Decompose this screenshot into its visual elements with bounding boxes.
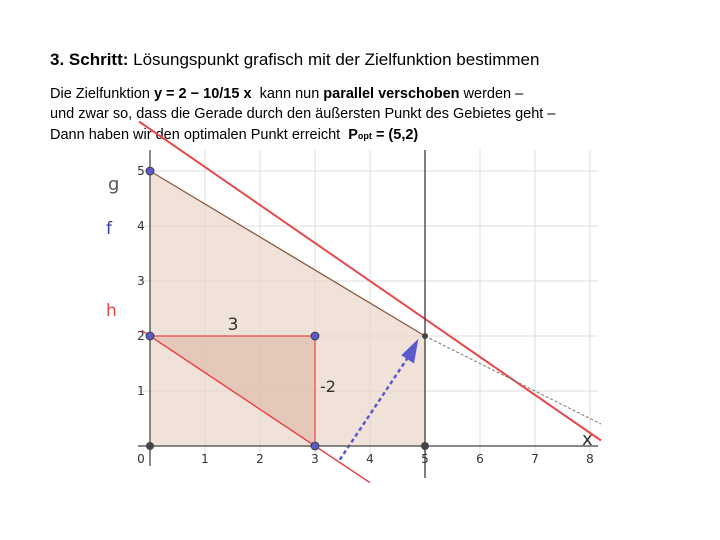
text-line-2: und zwar so, dass die Gerade durch den äußersten Punkt des Gebietes geht –: [50, 106, 556, 122]
triangle-run-label: 3: [227, 315, 239, 335]
y-tick-label: 3: [137, 274, 145, 288]
p-subscript: opt: [357, 131, 372, 141]
y-tick-label: 5: [137, 164, 145, 178]
step-label: 3. Schritt:: [50, 50, 129, 69]
label-h: h: [106, 301, 117, 321]
x-tick-label: 1: [201, 452, 209, 466]
line1-intro: Die Zielfunktion: [50, 86, 150, 102]
label-x: x: [582, 429, 593, 450]
point: [146, 442, 154, 450]
triangle-rise-label: -2: [320, 377, 336, 396]
title-text: Lösungspunkt grafisch mit der Zielfunktion bestimmen: [133, 50, 540, 69]
x-tick-label: 2: [256, 452, 264, 466]
line3-intro: Dann haben wir den optimalen Punkt erreicht: [50, 127, 341, 143]
point: [421, 442, 429, 450]
x-tick-label: 8: [586, 452, 594, 466]
point: [311, 442, 319, 450]
y-tick-label: 4: [137, 219, 145, 233]
x-tick-label: 6: [476, 452, 484, 466]
point: [146, 332, 154, 340]
x-tick-label: 7: [531, 452, 539, 466]
line1-bold: parallel verschoben: [323, 86, 460, 102]
point: [422, 333, 428, 339]
point: [146, 167, 154, 175]
x-tick-label: 5: [421, 452, 429, 466]
label-g: g: [108, 174, 120, 195]
x-tick-label: 0: [137, 452, 145, 466]
objective-formula: y = 2 − 10/15 x: [153, 86, 252, 102]
shapes: [150, 171, 425, 446]
line1-end: werden –: [463, 86, 524, 102]
y-tick-label: 1: [137, 384, 145, 398]
x-tick-label: 3: [311, 452, 319, 466]
p-opt-value: = (5,2): [375, 127, 419, 143]
label-f: f: [106, 219, 112, 239]
line1-mid: kann nun: [259, 86, 320, 102]
x-tick-label: 4: [366, 452, 374, 466]
point: [311, 332, 319, 340]
y-tick-label: 2: [137, 329, 145, 343]
p-letter: P: [348, 127, 358, 143]
